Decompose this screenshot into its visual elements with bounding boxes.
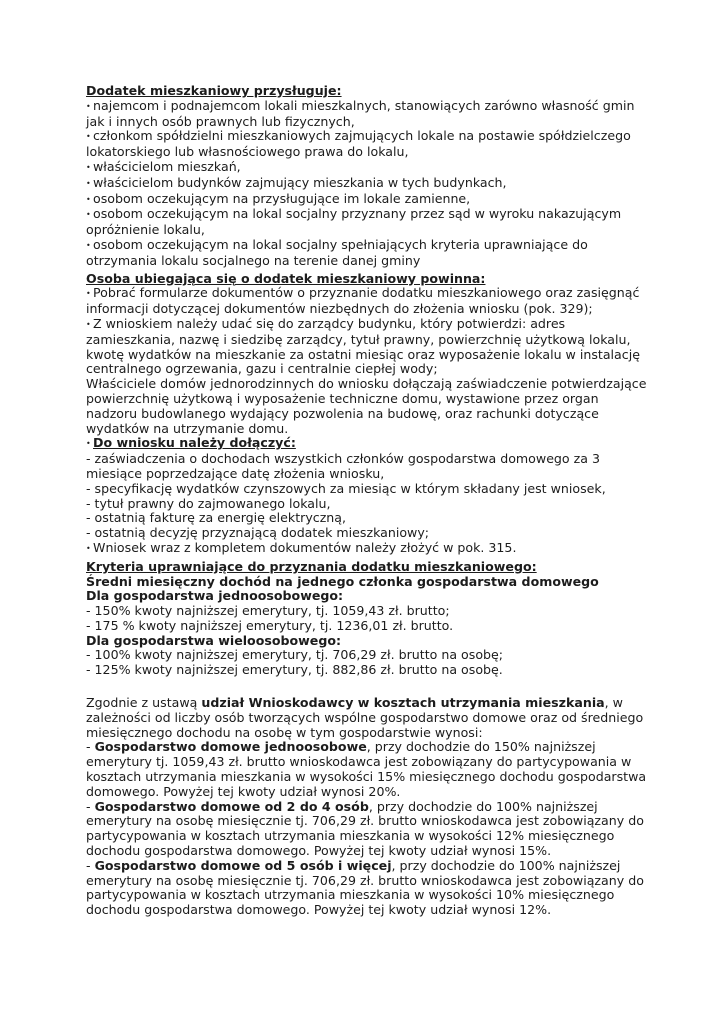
paragraph-line: Właściciele domów jednorodzinnych do wniosku dołączają zaświadczenie potwierdzające bbox=[86, 376, 647, 392]
list-item-continuation: zamieszkania, nazwę i siedzibę zarządcy, tytuł prawny, powierzchnię użytkową lokalu, bbox=[86, 331, 631, 347]
list-item: • Pobrać formularze dokumentów o przyznanie dodatku mieszkaniowego oraz zasięgnąć bbox=[86, 285, 640, 301]
paragraph-line: emerytury na osobę miesięcznie tj. 706,29 zł. brutto wnioskodawca jest zobowiązany do bbox=[86, 813, 644, 829]
bullet-icon: • bbox=[86, 319, 91, 329]
list-item-continuation: informacji dotyczącej dokumentów niezbędnych do złożenia wniosku (pok. 329); bbox=[86, 301, 593, 317]
list-item: • Wniosek wraz z kompletem dokumentów należy złożyć w pok. 315. bbox=[86, 539, 517, 555]
bullet-icon: • bbox=[86, 162, 91, 172]
list-item: - tytuł prawny do zajmowanego lokalu, bbox=[86, 495, 331, 511]
list-item: - zaświadczenia o dochodach wszystkich członków gospodarstwa domowego za 3 bbox=[86, 451, 600, 467]
paragraph-line: partycypowania w kosztach utrzymania mieszkania w wysokości 12% miesięcznego bbox=[86, 828, 615, 844]
list-item-continuation: lokatorskiego lub własnościowego prawa do lokalu, bbox=[86, 144, 409, 160]
paragraph-line: miesięcznego dochodu na osobę w tym gospodarstwie wynosi: bbox=[86, 724, 483, 740]
emphasis-text: udział Wnioskodawcy w kosztach utrzymania mieszkania bbox=[201, 695, 605, 711]
list-item: • osobom oczekującym na lokal socjalny spełniających kryteria uprawniające do bbox=[86, 236, 588, 252]
emphasis-text: Gospodarstwo domowe od 2 do 4 osób bbox=[94, 798, 369, 814]
bullet-icon: • bbox=[86, 210, 91, 220]
list-item: • właścicielom budynków zajmujący mieszkania w tych budynkach, bbox=[86, 174, 507, 190]
paragraph-line: emerytury na osobę miesięcznie tj. 706,29 zł. brutto wnioskodawca jest zobowiązany do bbox=[86, 872, 644, 888]
list-item: - ostatnią decyzję przyznającą dodatek mieszkaniowy; bbox=[86, 525, 430, 541]
paragraph-line: kosztach utrzymania mieszkania w wysokości 15% miesięcznego dochodu gospodarstwa bbox=[86, 769, 647, 785]
list-item: - ostatnią fakturę za energię elektryczną, bbox=[86, 510, 347, 526]
list-item: • osobom oczekującym na przysługujące im lokale zamienne, bbox=[86, 190, 471, 206]
bullet-icon: • bbox=[86, 240, 91, 250]
emphasis-text: Gospodarstwo domowe jednoosobowe bbox=[94, 739, 367, 755]
list-item-continuation: opróżnienie lokalu, bbox=[86, 222, 205, 238]
list-item-continuation: otrzymania lokalu socjalnego na terenie danej gminy bbox=[86, 252, 421, 268]
attachments-heading: Do wniosku należy dołączyć: bbox=[93, 435, 296, 451]
paragraph-line: dochodu gospodarstwa domowego. Powyżej tej kwoty udział wynosi 12%. bbox=[86, 902, 552, 918]
section-heading-applicant: Osoba ubiegająca się o dodatek mieszkaniowy powinna: bbox=[86, 270, 486, 286]
list-item: • właścicielom mieszkań, bbox=[86, 158, 241, 174]
paragraph-line: - Gospodarstwo domowe od 2 do 4 osób, przy dochodzie do 100% najniższej bbox=[86, 798, 598, 814]
bullet-icon: • bbox=[86, 543, 91, 553]
bullet-icon: • bbox=[86, 101, 91, 111]
subheading-multi-household: Dla gospodarstwa wieloosobowego: bbox=[86, 632, 342, 648]
list-item: • najemcom i podnajemcom lokali mieszkalnych, stanowiących zarówno własność gmin bbox=[86, 97, 635, 113]
paragraph-line: dochodu gospodarstwa domowego. Powyżej tej kwoty udział wynosi 15%. bbox=[86, 843, 552, 859]
bullet-icon: • bbox=[86, 178, 91, 188]
paragraph-line: - Gospodarstwo domowe jednoosobowe, przy dochodzie do 150% najniższej bbox=[86, 739, 596, 755]
list-item bbox=[86, 436, 646, 452]
list-item: - 175 % kwoty najniższej emerytury, tj. 1236,01 zł. brutto. bbox=[86, 617, 454, 633]
paragraph-line: zależności od liczby osób tworzących wspólne gospodarstwo domowe oraz od średniego bbox=[86, 709, 644, 725]
list-item: - 150% kwoty najniższej emerytury, tj. 1059,43 zł. brutto; bbox=[86, 603, 450, 619]
list-item: • członkom spółdzielni mieszkaniowych zajmujących lokale na postawie spółdzielczego bbox=[86, 128, 631, 144]
bullet-icon: • bbox=[86, 132, 91, 142]
list-item-continuation: centralnego ogrzewania, gazu i centralnie ciepłej wody; bbox=[86, 361, 438, 377]
subheading-income: Średni miesięczny dochód na jednego członka gospodarstwa domowego bbox=[86, 573, 599, 589]
paragraph-line: Zgodnie z ustawą udział Wnioskodawcy w kosztach utrzymania mieszkania, w bbox=[86, 695, 623, 711]
list-item: - 100% kwoty najniższej emerytury, tj. 706,29 zł. brutto na osobę; bbox=[86, 647, 504, 663]
list-item-continuation: jak i innych osób prawnych lub fizycznych, bbox=[86, 113, 355, 129]
section-heading-criteria: Kryteria uprawniające do przyznania dodatku mieszkaniowego: bbox=[86, 558, 537, 574]
list-item-continuation: miesiące poprzedzające datę złożenia wniosku, bbox=[86, 465, 385, 481]
paragraph-line: emerytury tj. 1059,43 zł. brutto wnioskodawca jest zobowiązany do partycypowania w bbox=[86, 754, 632, 770]
list-item: • Z wnioskiem należy udać się do zarządcy budynku, który potwierdzi: adres bbox=[86, 315, 566, 331]
bullet-icon: • bbox=[86, 289, 91, 299]
list-item: • osobom oczekującym na lokal socjalny przyznany przez sąd w wyroku nakazującym bbox=[86, 206, 622, 222]
paragraph-line: wydatków na utrzymanie domu. bbox=[86, 420, 289, 436]
paragraph-line: - Gospodarstwo domowe od 5 osób i więcej, przy dochodzie do 100% najniższej bbox=[86, 857, 621, 873]
bullet-icon: • bbox=[86, 439, 91, 449]
section-heading-eligibility: Dodatek mieszkaniowy przysługuje: bbox=[86, 83, 342, 98]
paragraph-line: powierzchnię użytkową i wyposażenie techniczne domu, wystawione przez organ bbox=[86, 390, 599, 406]
bullet-icon: • bbox=[86, 194, 91, 204]
emphasis-text: Gospodarstwo domowe od 5 osób i więcej bbox=[94, 857, 392, 873]
paragraph-line: domowego. Powyżej tej kwoty udział wynosi 20%. bbox=[86, 783, 401, 799]
list-item: - 125% kwoty najniższej emerytury, tj. 882,86 zł. brutto na osobę. bbox=[86, 662, 503, 678]
document-body bbox=[86, 84, 646, 918]
paragraph-line: nadzoru budowlanego wydający pozwolenia na budowę, oraz rachunki dotyczące bbox=[86, 405, 599, 421]
list-item-continuation: kwotę wydatków na mieszkanie za ostatni miesiąc oraz wyposażenie lokalu w instalację bbox=[86, 346, 640, 362]
subheading-single-household: Dla gospodarstwa jednoosobowego: bbox=[86, 588, 344, 604]
paragraph-line: partycypowania w kosztach utrzymania mieszkania w wysokości 10% miesięcznego bbox=[86, 887, 615, 903]
list-item: - specyfikację wydatków czynszowych za miesiąc w którym składany jest wniosek, bbox=[86, 480, 606, 496]
